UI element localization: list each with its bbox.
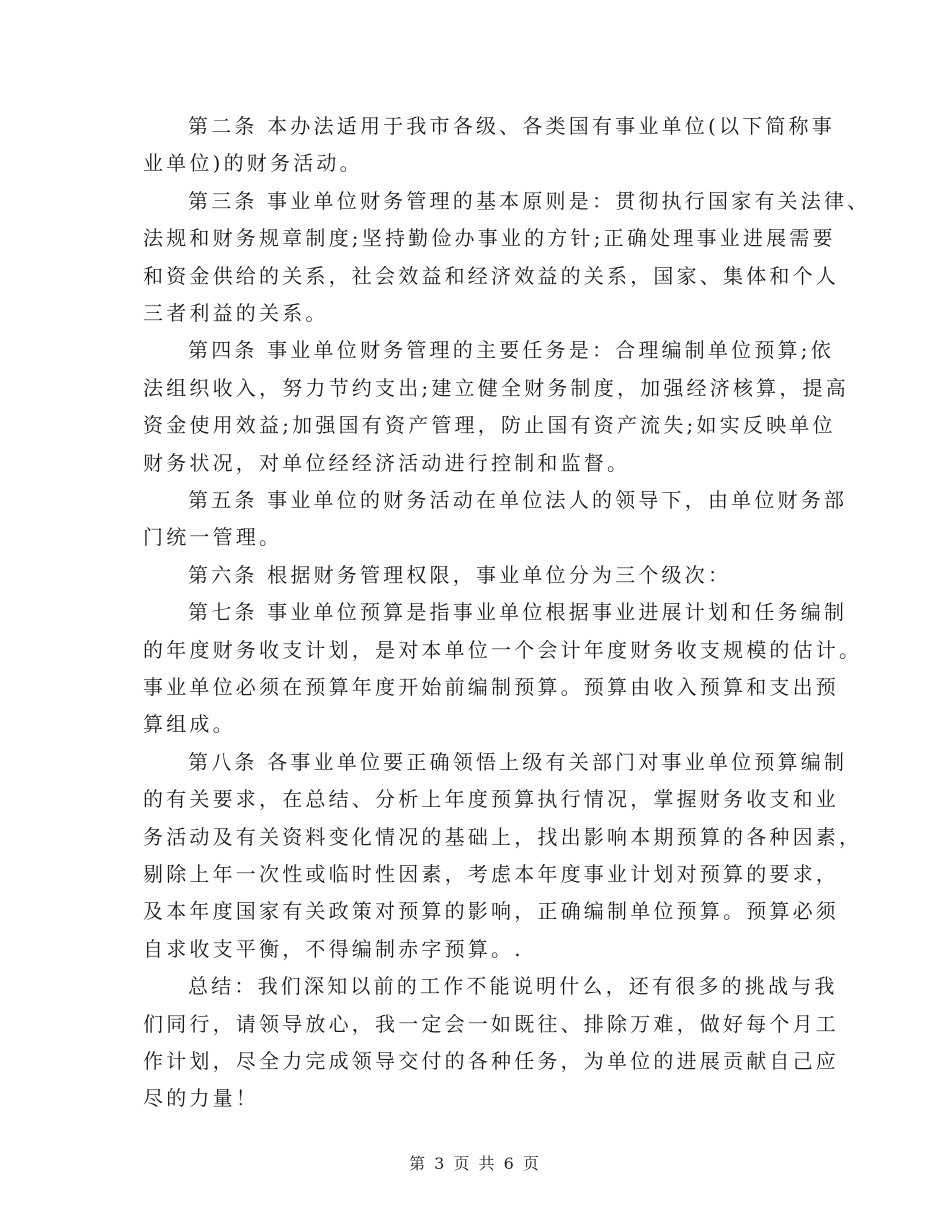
text-line: 三者利益的关系。 xyxy=(143,301,329,325)
text-line: 资金使用效益;加强国有资产管理，防止国有资产流失;如实反映单位 xyxy=(143,413,836,438)
text-line: 第七条 事业单位预算是指事业单位根据事业进展计划和任务编制 xyxy=(188,600,848,625)
text-line: 自求收支平衡，不得编制赤字预算。. xyxy=(143,936,524,961)
text-line: 第四条 事业单位财务管理的主要任务是：合理编制单位预算;依 xyxy=(188,338,834,363)
text-line: 第二条 本办法适用于我市各级、各类国有事业单位(以下简称事 xyxy=(188,114,835,138)
text-line: 尽的力量！ xyxy=(143,1086,259,1111)
text-line: 算组成。 xyxy=(143,712,236,737)
text-line: 门统一管理。 xyxy=(143,525,283,550)
text-line: 第六条 根据财务管理权限，事业单位分为三个级次： xyxy=(188,562,732,587)
text-line: 剔除上年一次性或临时性因素，考虑本年度事业计划对预算的要求， xyxy=(143,862,839,886)
text-line: 业单位)的财务活动。 xyxy=(143,151,363,176)
text-line: 第五条 事业单位的财务活动在单位法人的领导下，由单位财务部 xyxy=(188,488,848,512)
text-line: 总结：我们深知以前的工作不能说明什么，还有很多的挑战与我 xyxy=(188,974,838,999)
text-line: 务活动及有关资料变化情况的基础上，找出影响本期预算的各种因素， xyxy=(143,824,863,849)
text-line: 事业单位必须在预算年度开始前编制预算。预算由收入预算和支出预 xyxy=(143,675,839,699)
text-line: 的有关要求，在总结、分析上年度预算执行情况，掌握财务收支和业 xyxy=(143,787,839,812)
text-line: 第八条 各事业单位要正确领悟上级有关部门对事业单位预算编制 xyxy=(188,749,848,774)
text-line: 作计划，尽全力完成领导交付的各种任务，为单位的进展贡献自己应 xyxy=(143,1049,839,1073)
text-line: 的年度财务收支计划，是对本单位一个会计年度财务收支规模的估计。 xyxy=(143,637,863,662)
text-line: 法组织收入，努力节约支出;建立健全财务制度，加强经济核算，提高 xyxy=(143,375,849,400)
text-line: 和资金供给的关系，社会效益和经济效益的关系，国家、集体和个人 xyxy=(143,263,839,288)
text-line: 及本年度国家有关政策对预算的影响，正确编制单位预算。预算必须 xyxy=(143,899,839,924)
page-footer: 第 3 页 共 6 页 xyxy=(409,1154,541,1173)
text-line: 法规和财务规章制度;坚持勤俭办事业的方针;正确处理事业进展需要 xyxy=(143,226,836,251)
text-line: 第三条 事业单位财务管理的基本原则是：贯彻执行国家有关法律、 xyxy=(188,188,871,213)
text-line: 们同行，请领导放心，我一定会一如既往、排除万难，做好每个月工 xyxy=(143,1011,839,1036)
text-line: 财务状况，对单位经经济活动进行控制和监督。 xyxy=(143,450,631,475)
